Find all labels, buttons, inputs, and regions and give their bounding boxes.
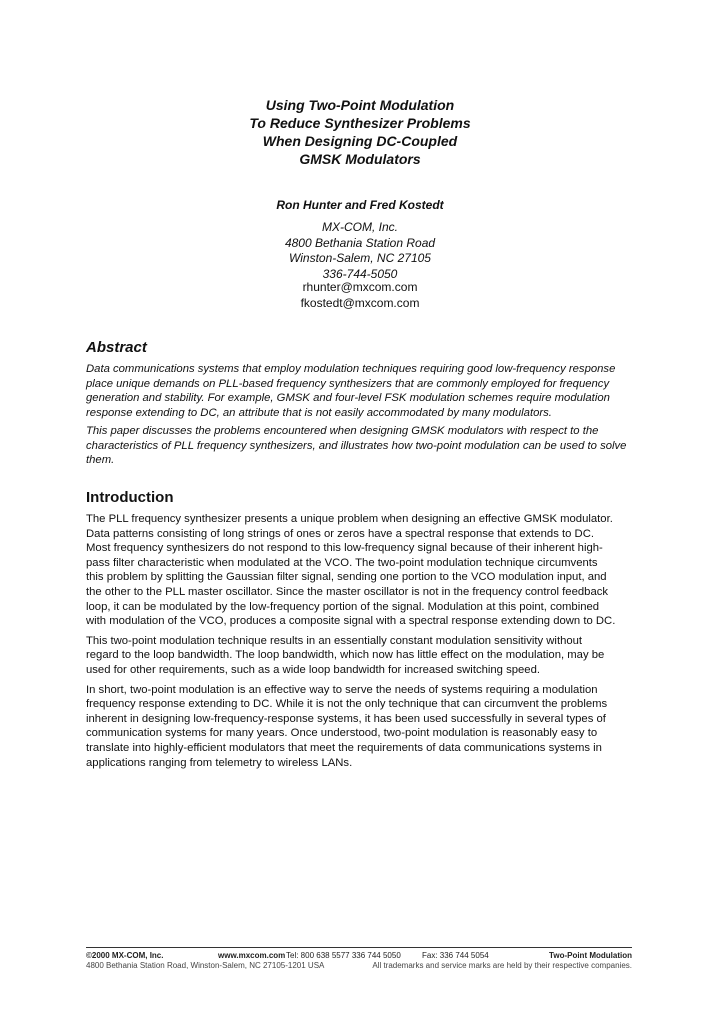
city-address: Winston-Salem, NC 27105 xyxy=(289,251,431,266)
introduction-heading: Introduction xyxy=(86,489,174,506)
footer-fax: Fax: 336 744 5054 xyxy=(422,951,489,960)
title-line: GMSK Modulators xyxy=(299,151,421,167)
footer-trademarks: All trademarks and service marks are held by their respective companies. xyxy=(372,961,632,970)
footer-website: www.mxcom.com xyxy=(218,951,286,960)
footer-document-title: Two-Point Modulation xyxy=(549,951,632,960)
title-line: Using Two-Point Modulation xyxy=(265,97,455,113)
abstract-paragraph: Data communications systems that employ modulation techniques requiring good low-frequency response place unique demands on PLL-based frequency synthesizers that are commonly employed for frequency generation and stability. For example, GMSK and four-level FSK modulation schemes require modulation response extending to DC, an attribute that is not easily accommodated by many modulators. xyxy=(86,363,616,419)
footer-phone: Tel: 800 638 5577 336 744 5050 xyxy=(286,951,401,960)
footer-divider xyxy=(86,947,632,948)
footer-row-contact xyxy=(86,951,632,961)
paper-title xyxy=(180,96,540,168)
abstract-paragraph: This paper discusses the problems encountered when designing GMSK modulators with respect to the characteristics of PLL frequency synthesizers, and illustrates how two-point modulation can be used to solve them. xyxy=(86,425,627,466)
introduction-body xyxy=(86,512,616,775)
phone-number: 336-744-5050 xyxy=(322,266,398,281)
introduction-paragraph: This two-point modulation technique results in an essentially constant modulation sensitivity without regard to the loop bandwidth. The loop bandwidth, which now has little effect on the modulation, may be used for other requirements, such as a wide loop bandwidth for increased switching speed. xyxy=(86,634,605,676)
title-line: To Reduce Synthesizer Problems xyxy=(249,115,471,131)
abstract-body xyxy=(86,362,638,472)
introduction-paragraph: In short, two-point modulation is an effective way to serve the needs of systems requiring a modulation frequency response extending to DC. While it is not the only technique that can circumvent the problems inherent in designing low-frequency-response systems, it has been used successfully in several types of communication systems for many years. Once understood, two-point modulation is reasonably easy to translate into highly-efficient modulators that meet the requirements of data communications systems in applications ranging from telemetry to wireless LANs. xyxy=(86,683,608,769)
street-address: 4800 Bethania Station Road xyxy=(284,235,436,250)
title-line: When Designing DC-Coupled xyxy=(262,133,458,149)
abstract-heading: Abstract xyxy=(86,339,147,356)
company-name: MX-COM, Inc. xyxy=(321,220,398,234)
author-address xyxy=(180,220,540,282)
email-address: fkostedt@mxcom.com xyxy=(300,296,420,310)
footer-address: 4800 Bethania Station Road, Winston-Salem, NC 27105-1201 USA xyxy=(86,961,325,970)
footer-copyright: ©2000 MX-COM, Inc. xyxy=(86,951,164,960)
page-footer xyxy=(86,951,632,971)
footer-row-address xyxy=(86,961,632,971)
authors: Ron Hunter and Fred Kostedt xyxy=(276,198,444,212)
introduction-paragraph: The PLL frequency synthesizer presents a unique problem when designing an effective GMSK modulator. Data patterns consisting of long strings of ones or zeros have a spectral response that extends to DC. Most frequency synthesizers do not respond to this low-frequency signal because of their inherent high-pass filter characteristic when modulated at the VCO. The two-point modulation technique circumvents this problem by splitting the Gaussian filter signal, sending one portion to the VCO modulation input, and the other to the PLL master oscillator. Since the master oscillator is not in the frequency control feedback loop, it can be modulated by the low-frequency portion of the signal. Modulation at this point, combined with modulation of the VCO, produces a composite signal with a spectral response extending down to DC. xyxy=(86,513,616,628)
author-emails xyxy=(180,279,540,311)
email-address: rhunter@mxcom.com xyxy=(302,280,418,294)
